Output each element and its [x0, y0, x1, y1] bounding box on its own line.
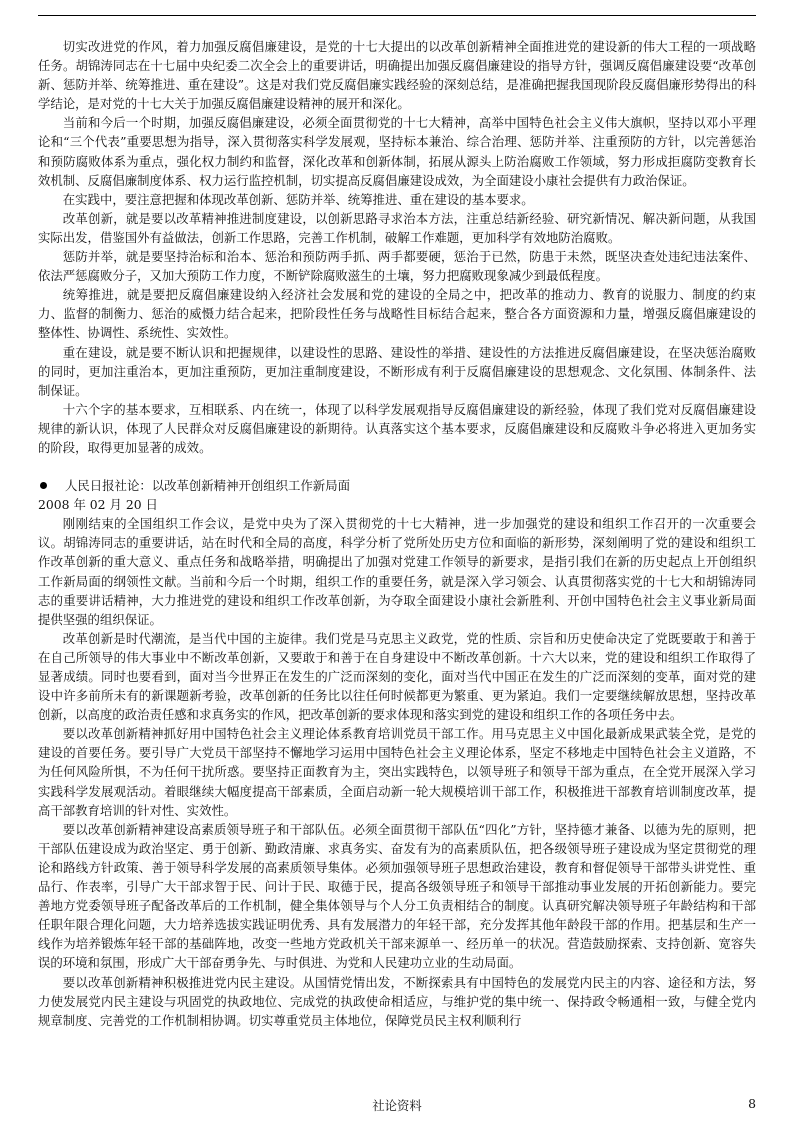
- paragraph: 要以改革创新精神积极推进党内民主建设。从国情党情出发，不断探索具有中国特色的发展党内民主的内容、途径和方法，努力使发展党内民主建设与巩固党的执政地位、完成党的执政使命相适应，与维护党的集中统一、保持政令畅通相一致，与健全党内规章制度、完善党的工作机制相协调。切实尊重党员主体地位，保障党员民主权利顺利行: [38, 974, 756, 1028]
- paragraph: 切实改进党的作风，着力加强反腐倡廉建设，是党的十七大提出的以改革创新精神全面推进党的建设新的伟大工程的一项战略任务。胡锦涛同志在十七届中央纪委二次全会上的重要讲话，明确提出加强反腐倡廉建设的指导方针，强调反腐倡廉建设要“改革创新、惩防并举、统筹推进、重在建设”。这是对我们党反腐倡廉实践经验的深刻总结，是准确把握我国现阶段反腐倡廉形势得出的科学结论，是对党的十七大关于加强反腐倡廉建设精神的展开和深化。: [38, 39, 756, 112]
- paragraph: 要以改革创新精神抓好用中国特色社会主义理论体系教育培训党员干部工作。用马克思主义中国化最新成果武装全党，是党的建设的首要任务。要引导广大党员干部坚持不懈地学习运用中国特色社会主义理论体系，坚定不移地走中国特色社会主义道路，不为任何风险所惧，不为任何干扰所惑。要坚持正面教育为主，突出实践特色，以领导班子和领导干部为重点，在全党开展深入学习实践科学发展观活动。着眼继续大幅度提高干部素质，全面启动新一轮大规模培训干部工作，积极推进干部教育培训制度改革，提高干部教育培训的针对性、实效性。: [38, 726, 756, 818]
- header-rule: [38, 15, 756, 16]
- document-body: [38, 37, 756, 1030]
- page-footer: [38, 1096, 756, 1116]
- paragraph: 统筹推进，就是要把反腐倡廉建设纳入经济社会发展和党的建设的全局之中，把改革的推动力、教育的说服力、制度的约束力、监督的制衡力、惩治的威慑力结合起来，把阶段性任务与战略性目标结合起来，整合各方面资源和力量，增强反腐倡廉建设的整体性、协调性、系统性、实效性。: [38, 287, 756, 341]
- paragraph: 惩防并举，就是要坚持治标和治本、惩治和预防两手抓、两手都要硬，惩治于已然，防患于未然，既坚决查处违纪违法案件、依法严惩腐败分子，又加大预防工作力度，不断铲除腐败滋生的土壤，努力把腐败现象减少到最低程度。: [38, 249, 756, 284]
- section-heading: [38, 476, 756, 495]
- paragraph: 在实践中，要注意把握和体现改革创新、惩防并举、统筹推进、重在建设的基本要求。: [62, 191, 534, 207]
- section-editorial-anticorruption: [38, 37, 756, 457]
- bullet-icon: [40, 482, 47, 489]
- paragraph: 改革创新，就是要以改革精神推进制度建设，以创新思路寻求治本方法，注重总结新经验、研究新情况、解决新问题，从我国实际出发，借鉴国外有益做法，创新工作思路，完善工作机制，破解工作难题，更加科学有效地防治腐败。: [38, 210, 756, 245]
- paragraph: 十六个字的基本要求，互相联系、内在统一，体现了以科学发展观指导反腐倡廉建设的新经验，体现了我们党对反腐倡廉建设规律的新认识，体现了人民群众对反腐倡廉建设的新期待。认真落实这个基本要求，反腐倡廉建设和反腐败斗争必将进入更加务实的阶段，取得更加显著的成效。: [38, 401, 756, 455]
- section-title: 人民日报社论：以改革创新精神开创组织工作新局面: [65, 478, 350, 494]
- page-number: 8: [748, 1096, 756, 1111]
- publish-date: 2008 年 02 月 20 日: [38, 497, 158, 513]
- footer-title: 社论资料: [372, 1098, 422, 1113]
- paragraph: 当前和今后一个时期，加强反腐倡廉建设，必须全面贯彻党的十七大精神，高举中国特色社会主义伟大旗帜，坚持以邓小平理论和“三个代表”重要思想为指导，深入贯彻落实科学发展观，坚持标本兼治、综合治理、惩防并举、注重预防的方针，以完善惩治和预防腐败体系为重点，强化权力制约和监督，深化改革和创新体制，拓展从源头上防治腐败工作领域，努力形成拒腐防变教育长效机制、反腐倡廉制度体系、权力运行监控机制，切实提高反腐倡廉建设成效，为全面建设小康社会提供有力政治保证。: [38, 115, 756, 188]
- paragraph: 刚刚结束的全国组织工作会议，是党中央为了深入贯彻党的十七大精神，进一步加强党的建设和组织工作召开的一次重要会议。胡锦涛同志的重要讲话，站在时代和全局的高度，科学分析了党所处历史方位和面临的新形势，深刻阐明了党的建设和组织工作改革创新的重大意义、重点任务和战略举措，明确提出了加强对党建工作领导的新要求，是指引我们在新的历史起点上开创组织工作新局面的纲领性文献。当前和今后一个时期，组织工作的重要任务，就是深入学习领会、认真贯彻落实党的十七大和胡锦涛同志的重要讲话精神，大力推进党的建设和组织工作改革创新，为夺取全面建设小康社会新胜利、开创中国特色社会主义事业新局面提供坚强的组织保证。: [38, 516, 756, 627]
- paragraph: 改革创新是时代潮流，是当代中国的主旋律。我们党是马克思主义政党，党的性质、宗旨和历史使命决定了党既要敢于和善于在自己所领导的伟大事业中不断改革创新，又要敢于和善于在自身建设中不断改革创新。十六大以来，党的建设和组织工作取得了显著成绩。同时也要看到，面对当今世界正在发生的广泛而深刻的变化，面对当代中国正在发生的广泛而深刻的变革，面对党的建设中许多前所未有的新课题新考验，改革创新的任务比以往任何时候都更为繁重、更为紧迫。我们一定要继续解放思想，坚持改革创新，以高度的政治责任感和求真务实的作风，把改革创新的要求体现和落实到党的建设和组织工作的各项任务中去。: [38, 630, 756, 723]
- paragraph: 重在建设，就是要不断认识和把握规律，以建设性的思路、建设性的举措、建设性的方法推进反腐倡廉建设，在坚决惩治腐败的同时，更加注重治本，更加注重预防，更加注重制度建设，不断形成有利于反腐倡廉建设的思想观念、文化氛围、体制条件、法制保证。: [38, 344, 756, 398]
- paragraph: 要以改革创新精神建设高素质领导班子和干部队伍。必须全面贯彻干部队伍“四化”方针，坚持德才兼备、以德为先的原则，把干部队伍建设成为政治坚定、勇于创新、勤政清廉、求真务实、奋发有为的高素质队伍，把各级领导班子建设成为坚定贯彻党的理论和路线方针政策、善于领导科学发展的高素质领导集体。必须加强领导班子思想政治建设，教育和督促领导干部带头讲党性、重品行、作表率，引导广大干部求智于民、问计于民、取德于民，提高各级领导班子和领导干部推动事业发展的开拓创新能力。要完善地方党委领导班子配备改革后的工作机制，健全集体领导与个人分工负责相结合的制度。认真研究解决领导班子年龄结构和干部任职年限合理化问题，大力培养选拔实践证明优秀、具有发展潜力的年轻干部，充分发挥其他年龄段干部的作用。把基层和生产一线作为培养锻炼年轻干部的基础阵地，改变一些地方党政机关干部来源单一、经历单一的状况。营造鼓励探索、支持创新、宽容失误的环境和氛围，形成广大干部奋勇争先、与时俱进、为党和人民建功立业的生动局面。: [38, 821, 756, 971]
- section-editorial-organization: [38, 514, 756, 1030]
